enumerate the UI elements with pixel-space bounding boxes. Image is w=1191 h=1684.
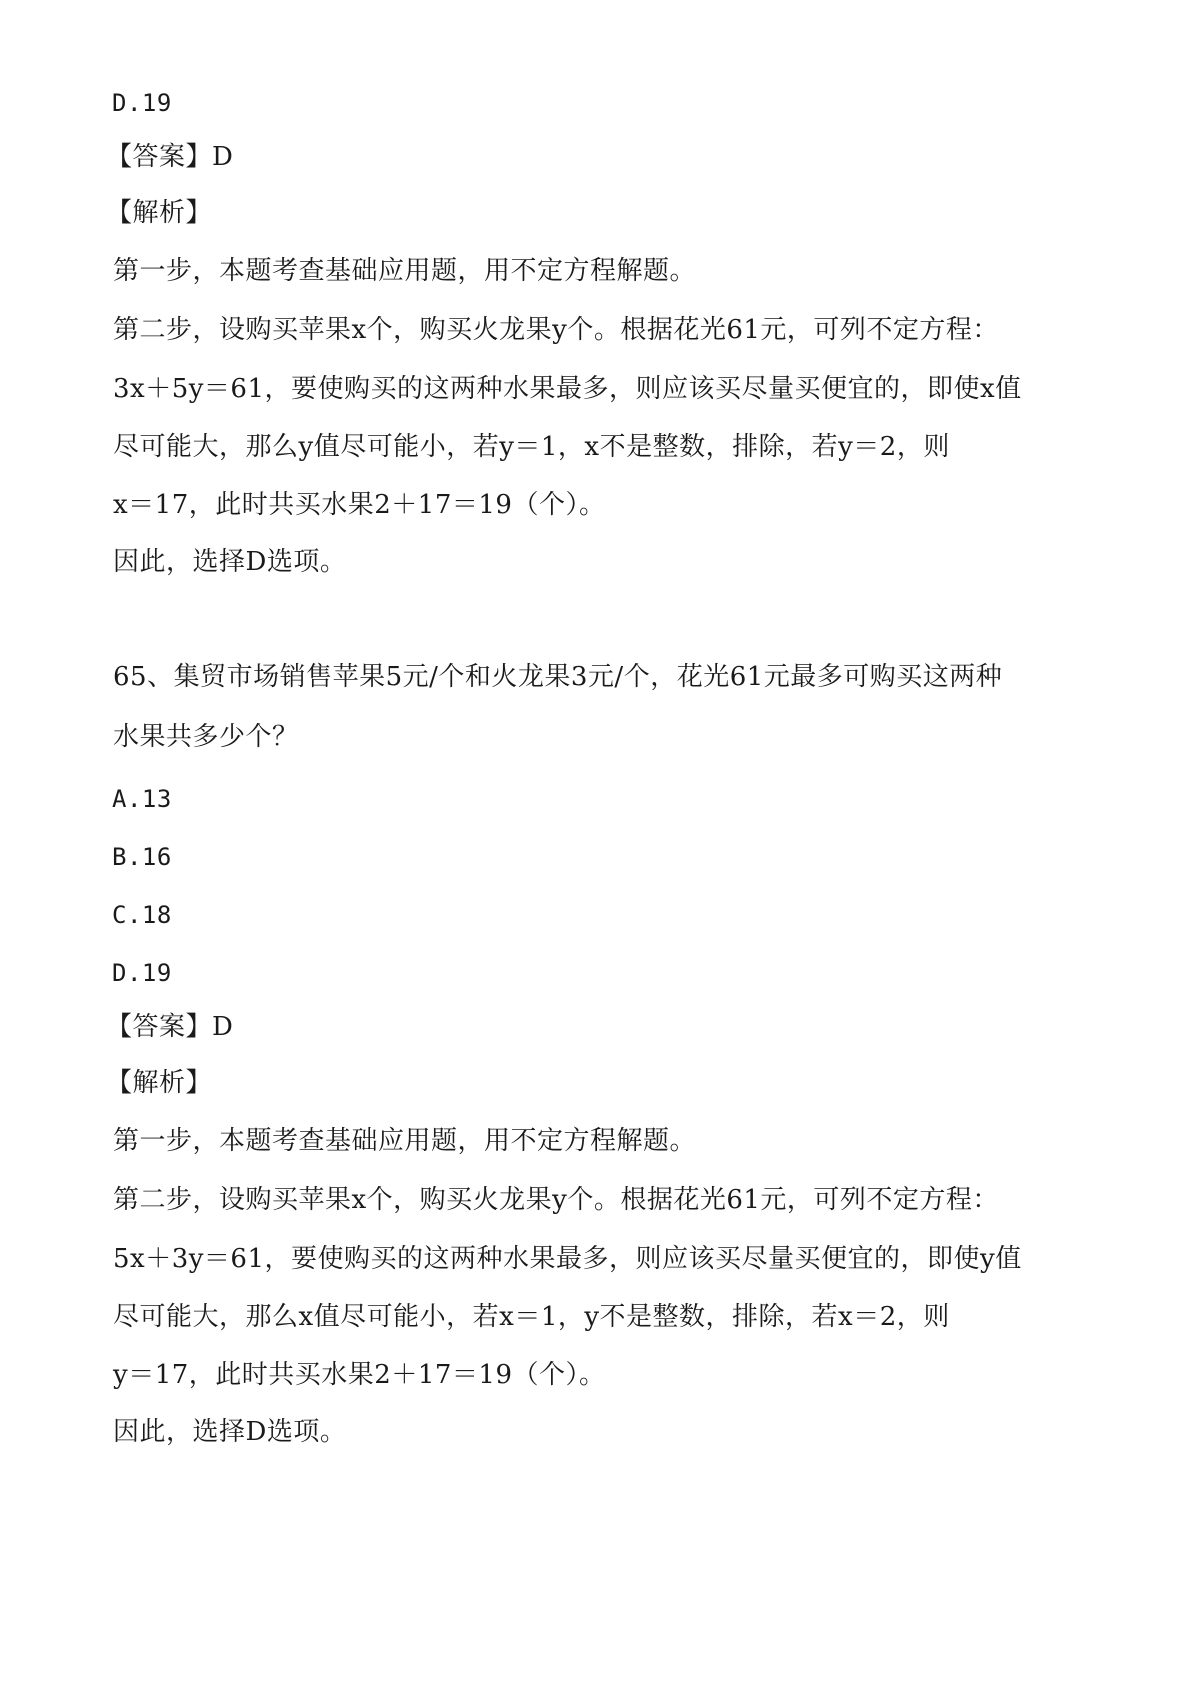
analysis-step2-line: 5x＋3y＝61，要使购买的这两种水果最多，则应该买尽量买便宜的，即使y值 xyxy=(113,1244,1022,1274)
analysis-step1: 第一步，本题考查基础应用题，用不定方程解题。 xyxy=(113,256,697,286)
analysis-step2-line: 3x＋5y＝61，要使购买的这两种水果最多，则应该买尽量买便宜的，即使x值 xyxy=(113,374,1022,404)
answer-line: 【答案】D xyxy=(106,1012,234,1042)
analysis-step2-line: x＝17，此时共买水果2＋17＝19（个）。 xyxy=(113,490,606,520)
option-d: D.19 xyxy=(112,959,172,987)
option-c: C.18 xyxy=(112,901,172,929)
analysis-step2-line: 第二步，设购买苹果x个，购买火龙果y个。根据花光61元，可列不定方程： xyxy=(113,1185,999,1215)
option-d: D.19 xyxy=(112,89,172,117)
analysis-label: 【解析】 xyxy=(106,198,213,228)
analysis-step2-line: y＝17，此时共买水果2＋17＝19（个）。 xyxy=(113,1360,606,1390)
analysis-step1: 第一步，本题考查基础应用题，用不定方程解题。 xyxy=(113,1126,697,1156)
analysis-step2-line: 尽可能大，那么x值尽可能小，若x＝1，y不是整数，排除，若x＝2，则 xyxy=(113,1302,950,1332)
question-stem-line: 水果共多少个？ xyxy=(113,722,299,752)
conclusion: 因此，选择D选项。 xyxy=(113,547,347,577)
analysis-label: 【解析】 xyxy=(106,1068,213,1098)
analysis-step2-line: 第二步，设购买苹果x个，购买火龙果y个。根据花光61元，可列不定方程： xyxy=(113,315,999,345)
conclusion: 因此，选择D选项。 xyxy=(113,1417,347,1447)
option-b: B.16 xyxy=(112,843,172,871)
answer-line: 【答案】D xyxy=(106,142,234,172)
question-stem-line: 65、集贸市场销售苹果5元/个和火龙果3元/个，花光61元最多可购买这两种 xyxy=(113,662,1003,692)
option-a: A.13 xyxy=(112,785,172,813)
analysis-step2-line: 尽可能大，那么y值尽可能小，若y＝1，x不是整数，排除，若y＝2，则 xyxy=(113,432,950,462)
